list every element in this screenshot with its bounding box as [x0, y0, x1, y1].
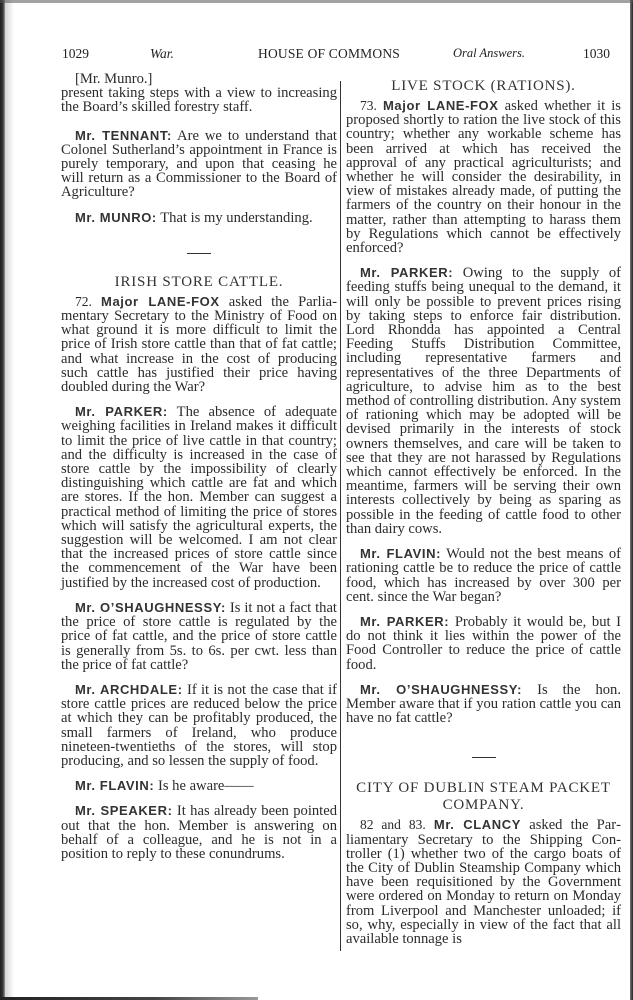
speech-text: If it is not the case that if store cattle prices are reduced below the price at which they can be profitably produced, the small farmers of Ireland, who produce nineteen-twentieths of the stores, will stop producing, and so lessen the supply of food. — [61, 681, 337, 769]
speaker-name: Mr. FLAVIN — [360, 546, 437, 562]
column-divider — [340, 81, 341, 951]
running-head — [62, 46, 610, 66]
right-column — [346, 72, 621, 956]
speech-text: Is the hon. Member aware that if you ration cattle you can have no fat cattle? — [346, 681, 621, 727]
speech: Mr. SPEAKER: It has already been pointed out that the hon. Member is answering on behalf of a colleague, and he is not in a position to reply to these conundrums. — [61, 803, 338, 862]
speech: Mr. MUNRO: That is my understanding. — [75, 209, 313, 226]
left-column — [61, 72, 337, 871]
speech: Mr. FLAVIN: Would not the best means of rationing cattle be to reduce the price of cattle food, which has increased by over 300 per cent. since the War began? — [346, 546, 622, 605]
speaker-name: Mr. FLAVIN — [75, 778, 150, 794]
asker-name: Mr. CLANCY — [433, 817, 522, 833]
speech-text: Are we to understand that Colonel Sutherland’s appointment in France is purely temporary, and upon that ceasing he will return as a Commissioner to the Board of Agriculture? — [61, 127, 337, 201]
speaker-name: Mr. SPEAKER — [75, 803, 168, 819]
section-rule — [187, 253, 211, 254]
speech: Mr. TENNANT: Are we to understand that Colonel Sutherland’s appointment in France is purely temporary, and upon that ceasing he will return as a Commissioner to the Board of Agriculture? — [61, 127, 337, 201]
speech-text: Owing to the supply of feeding stuffs being unequal to the demand, it will only be possible to prevent prices rising by taking steps to enforce fair distribution. Lord Rhondda has appointed a Central Feeding Stuffs Distribution Committee, including representative farmers and representatives of the three Departments of agriculture, to advise him as to the best method of controlling distribution. Any system of rationing which may be adopted will be devised primarily in the interests of stock owners themselves, and care will be taken to see that they are not harassed by Regulations which cannot effectively be enforced. In the meantime, farmers will be serving their own interests collectively by being as sparing as possible in the feeding of cattle food to other than dairy cows. — [346, 265, 621, 537]
speaker-name: Mr. ARCHDALE — [75, 681, 178, 697]
question-text: asked the Parliamentary Secretary to the Ministry of Food on what ground it is more difficult to limit the price of Irish store cattle than that of fat cattle; and what increase in the cost of producing such cattle has justified their price having doubled during the War? — [61, 293, 337, 396]
speech-text: Would not the best means of rationing cattle be to reduce the price of cattle food, which has increased by over 300 per cent. since the War began? — [346, 546, 622, 605]
continuation-text: present taking steps with a view to increasing the Board’s skilled forestry staff. — [61, 85, 337, 116]
section-heading: IRISH STORE CATTLE. — [114, 273, 284, 290]
speaker-name: Mr. TENNANT — [75, 127, 167, 143]
question-number: 82 and 83. — [360, 817, 426, 833]
left-section-label: War. — [150, 46, 174, 61]
right-section-label: Oral Answers. — [453, 46, 526, 60]
speech: Mr. PARKER: The absence of adequate weighing facilities in Ireland makes it difficult to limit the price of live cattle in that country; and the difficulty is increased in the case of store cattle by the impossibility of clearly distinguishing which cattle are fat and which are stores. If the hon. Member can suggest a practical method of limiting the price of stores which will satisfy the agricultural experts, the suggestion will be welcomed. I am not clear that the increased prices of store cattle since the commencement of the War have been justified by the increased cost of production. — [61, 404, 337, 591]
left-column-number: 1029 — [62, 46, 89, 61]
speaker-name: Mr. PARKER — [360, 613, 445, 629]
right-column-number: 1030 — [583, 46, 610, 61]
speech: Mr. PARKER: Probably it would be, but I do not think it lies within the power of the Food Controller to reduce the price of cattle food. — [346, 613, 621, 673]
question-number: 72. — [75, 293, 92, 309]
section-heading-line-1: CITY OF DUBLIN STEAM PACKET — [356, 780, 611, 797]
speech-text: It has already been pointed out that the hon. Member is answering on behalf of a colleague, and he is not in a position to reply to these conundrums. — [61, 803, 338, 862]
publication-title: HOUSE OF COMMONS — [258, 46, 400, 61]
speaker-name: Mr. O’SHAUGHNESSY — [75, 599, 222, 615]
speech-text: Is it not a fact that the price of store cattle is regulated by the price of fat cattle, and the price of store cattle is generally from 5s. to 6s. per cwt. less than the price of fat cattle? — [61, 599, 337, 673]
speech: Mr. ARCHDALE: If it is not the case that if store cattle prices are reduced below the price at which they can be profitably produced, the small farmers of Ireland, who produce nineteen-twentieths of the stores, will stop producing, and so lessen the supply of food. — [61, 681, 337, 769]
continuation-marker: [Mr. Munro.] — [75, 71, 153, 87]
speech-text: Is he aware—— — [157, 778, 254, 795]
speech: Mr. O’SHAUGHNESSY: Is it not a fact that the price of store cattle is regulated by the price of fat cattle, and the price of store cattle is generally from 5s. to 6s. per cwt. less than the price of fat cattle? — [61, 599, 337, 673]
speaker-name: Mr. PARKER — [75, 404, 163, 420]
speech: Mr. PARKER: Owing to the supply of feeding stuffs being unequal to the demand, it will only be possible to prevent prices rising by taking steps to enforce fair distribution. Lord Rhondda has appointed a Central Feeding Stuffs Distribution Committee, including representative farmers and representatives of the three Departments of agriculture, to advise him as to the best method of controlling distribution. Any system of rationing which may be adopted will be devised primarily in the interests of stock owners themselves, and care will be taken to see that they are not harassed by Regulations which cannot effectively be enforced. In the meantime, farmers will be serving their own interests collectively by being as sparing as possible in the feeding of cattle food to other than dairy cows. — [346, 265, 621, 537]
section-rule — [472, 757, 496, 758]
section-heading-line-2: COMPANY. — [442, 797, 525, 814]
question-text: asked whether it is proposed shortly to ration the live stock of this country; whether any workable scheme has been arrived at which has received the approval of any practical agriculturists; and whether he will consider the desirability, in view of mistakes already made, of putting the farmers of the country on their honour in the matter, rather than attempting to harass them by Regulations which cannot be effectively enforced? — [346, 98, 621, 257]
asker-name: Major LANE-FOX — [382, 98, 499, 113]
question — [346, 818, 621, 946]
section-heading: LIVE STOCK (RATIONS). — [391, 78, 576, 94]
question — [61, 295, 337, 394]
speaker-name: Mr. O’SHAUGHNESSY — [360, 681, 518, 697]
scan-edge-top — [0, 0, 633, 3]
speech: Mr. FLAVIN: Is he aware—— — [75, 778, 254, 795]
question-text: asked the Parliamentary Secretary to the Shipping Controller (1) whether two of the cargo boats of the City of Dublin Steamship Company which have been requisitioned by the Government were ordered on Monday to return on Monday from Liverpool and Manchester unloaded; if so, why, especially in view of the fact that all available tonnage is — [346, 817, 622, 947]
scan-edge-left-shadow — [5, 0, 14, 1000]
speech-text: That is my understanding. — [160, 209, 313, 226]
asker-name: Major LANE-FOX — [101, 293, 220, 309]
speech-text: The absence of adequate weighing facilities in Ireland makes it difficult to limit the price of live cattle in that country; and the difficulty is increased in the case of store cattle by the impossibility of clearly distinguishing which cattle are fat and which are stores. If the hon. Member can suggest a practical method of limiting the price of stores which will satisfy the agricultural experts, the suggestion will be welcomed. I am not clear that the increased prices of store cattle since the commencement of the War have been justified by the increased cost of production. — [61, 404, 337, 591]
speaker-name: Mr. PARKER — [360, 265, 449, 281]
speech: Mr. O’SHAUGHNESSY: Is the hon. Member aware that if you ration cattle you can have no fat cattle? — [346, 681, 621, 727]
speaker-name: Mr. MUNRO — [75, 209, 152, 225]
question — [346, 99, 621, 255]
question-number: 73. — [360, 98, 377, 113]
speech-text: Probably it would be, but I do not think it lies within the power of the Food Controller to reduce the price of cattle food. — [346, 613, 621, 673]
